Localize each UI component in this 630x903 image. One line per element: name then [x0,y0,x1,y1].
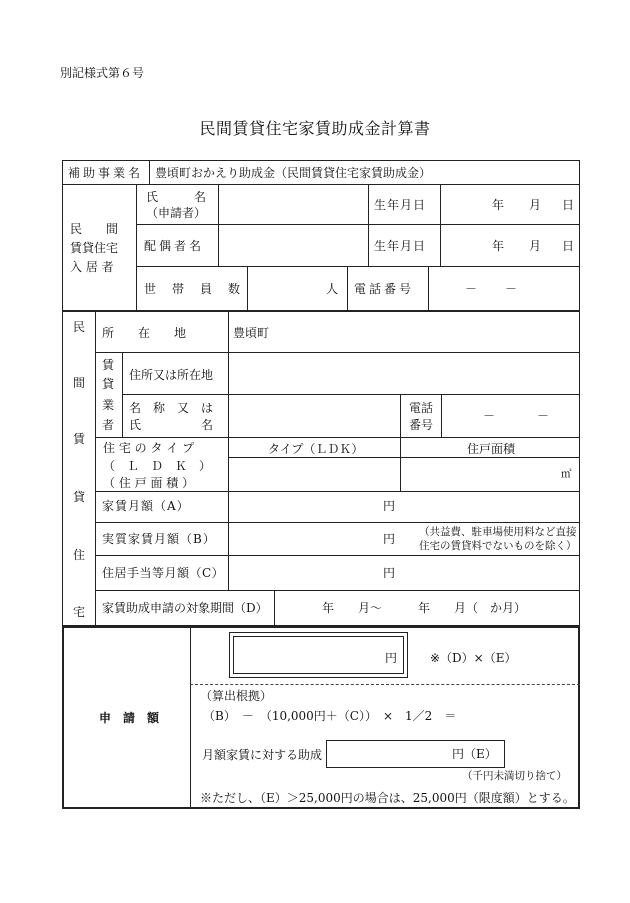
housing-vertical-2: 間 [72,376,85,390]
landlord-vertical-4: 者 [101,418,114,432]
area-unit: ㎡ [561,468,572,480]
date-day-2: 日 [562,239,575,253]
housing-vertical-6: 宅 [72,605,85,619]
rent-yen: 円 [383,499,396,513]
location-value: 豊頃町 [233,326,270,340]
resident-group-label-2: 賃貸住宅 [70,241,119,255]
basis-label: （算出根拠） [200,689,273,703]
persons-unit: 人 [326,282,339,296]
birth-label-2: 生年月日 [374,239,427,253]
type-label-2: （ Ｌ Ｄ Ｋ ） [103,459,212,473]
landlord-address-label: 住所又は所在地 [129,368,214,382]
housing-vertical-4: 貸 [72,490,85,504]
landlord-vertical-2: 貸 [101,377,114,391]
date-month-1: 月 [529,198,542,212]
housing-vertical-5: 住 [72,548,85,562]
actual-rent-note-1: （共益費、駐車場使用料など直接 [419,526,577,538]
phone-label: 電話番号 [354,282,415,296]
monthly-yen: 円（E） [452,747,497,761]
application-yen: 円 [385,651,398,665]
period-label: 家賃助成申請の対象期間（D） [102,601,268,615]
page-title: 民間賃貸住宅家賃助成金計算書 [199,119,431,138]
landlord-phone-label-2: 番号 [409,418,434,432]
allowance-yen: 円 [383,566,396,580]
type-column-header: タイプ（ＬＤＫ） [268,442,364,456]
resident-group-label-3: 入 居 者 [70,260,114,274]
actual-rent-note-2: 住宅の賃貸料でないものを除く） [419,540,577,552]
date-year-1: 年 [492,198,505,212]
application-formula: ※（D）×（E） [430,651,517,665]
project-label: 補助事業名 [68,166,144,180]
calculation: （B） － （10,000円＋（C）） × 1／2 ＝ [203,709,457,723]
date-day-1: 日 [562,198,575,212]
landlord-name-label-1: 名 称 又 は [129,401,214,415]
form-number: 別記様式第６号 [60,66,145,80]
date-month-2: 月 [529,239,542,253]
monthly-label: 月額家賃に対する助成 [202,748,323,762]
actual-rent-label: 実質家賃月額（B） [102,532,216,546]
rent-label: 家賃月額（A） [102,499,190,513]
period-format: 年 月～ 年 月（ か月） [322,601,527,615]
phone-format: － － [465,282,526,296]
housing-vertical-1: 民 [72,320,85,334]
type-label-3: （ 住 戸 面 積 ） [103,476,195,490]
landlord-vertical-1: 賃 [101,358,114,372]
application-label: 申 請 額 [99,711,160,725]
household-label: 世帯員数 [144,282,257,296]
applicant-label: （申請者） [146,206,207,220]
housing-vertical-3: 賃 [72,432,85,446]
landlord-name-label-2: 氏 名 [129,418,214,432]
project-value: 豊頃町おかえり助成金（民間賃貸住宅家賃助成金） [155,166,432,180]
birth-label-1: 生年月日 [374,198,427,212]
actual-rent-yen: 円 [383,532,396,546]
allowance-label: 住居手当等月額（C） [102,566,225,580]
landlord-vertical-3: 業 [101,398,114,412]
resident-group-label-1: 民 間 [70,222,119,236]
spouse-label: 配偶者名 [144,239,205,253]
area-column-header: 住戸面積 [467,442,516,456]
date-year-2: 年 [492,239,505,253]
landlord-phone-label-1: 電話 [409,401,434,415]
rounding-note: （千円未満切り捨て） [462,770,567,782]
limit-note: ※ただし、（E）＞25,000円の場合は、25,000円（限度額）とする。 [200,791,575,805]
type-label-1: 住 宅 の タ イ プ [103,441,195,455]
name-label: 氏 名 [146,190,207,204]
location-label: 所 在 地 [102,326,187,340]
landlord-phone-format: － － [483,409,556,423]
